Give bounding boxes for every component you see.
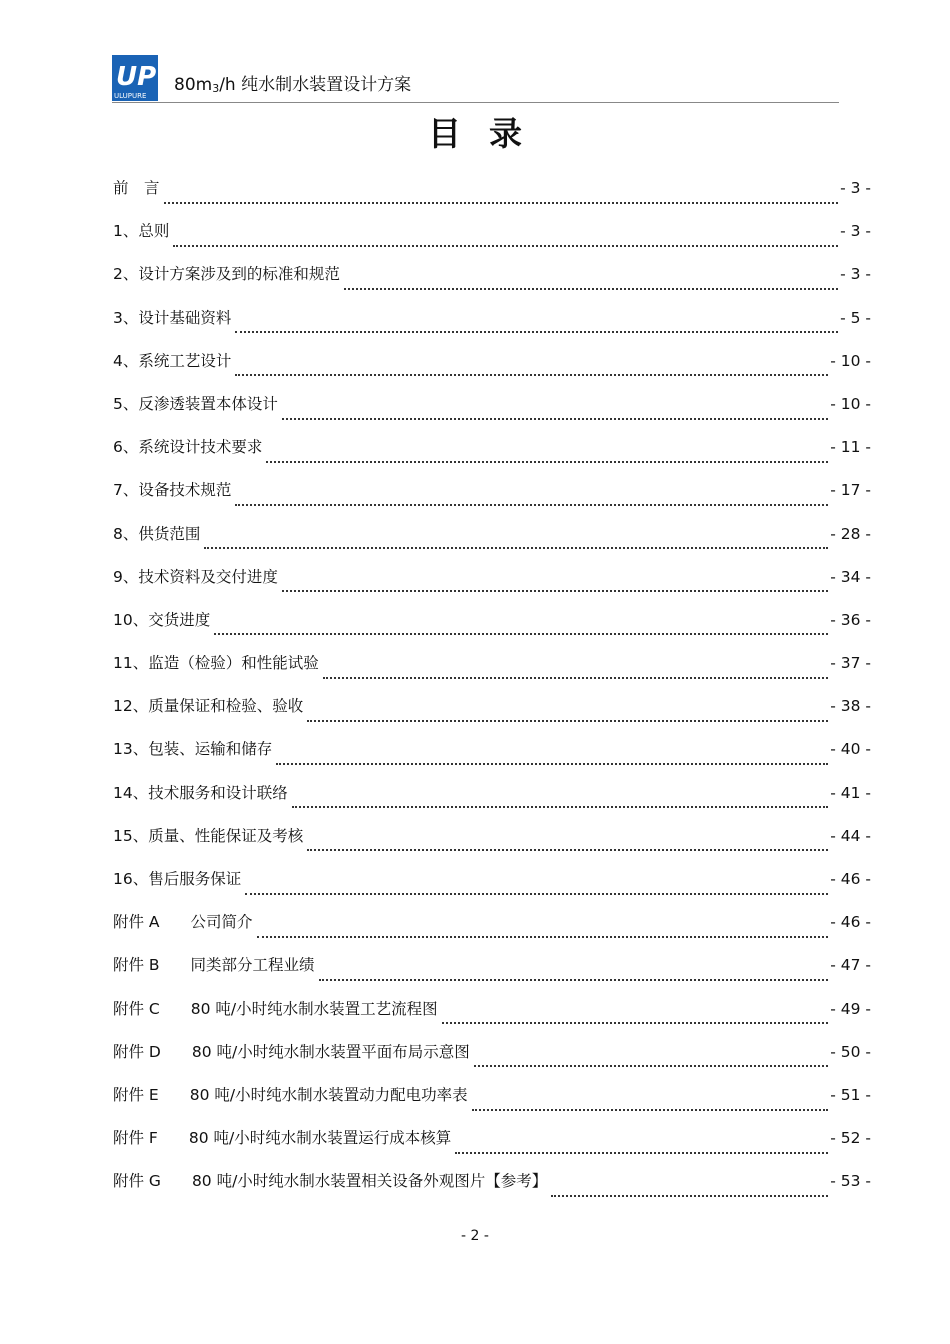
toc-leader-dots xyxy=(266,461,828,463)
table-of-contents xyxy=(113,176,871,1213)
toc-entry[interactable] xyxy=(113,1169,871,1212)
ulupure-logo xyxy=(112,55,158,101)
toc-entry-page: - 3 - xyxy=(840,222,871,241)
toc-entry[interactable] xyxy=(113,306,871,349)
toc-entry-label: 附件 B 同类部分工程业绩 xyxy=(113,956,315,975)
toc-entry-page: - 49 - xyxy=(830,999,871,1018)
toc-leader-dots xyxy=(344,288,838,290)
toc-leader-dots xyxy=(164,202,839,204)
toc-entry-page: - 17 - xyxy=(830,481,871,500)
toc-entry[interactable] xyxy=(113,435,871,478)
page-number: - 2 - xyxy=(461,1228,489,1244)
document-title xyxy=(174,70,411,95)
toc-entry-label: 8、供货范围 xyxy=(113,524,201,543)
toc-entry-page: - 41 - xyxy=(830,783,871,802)
toc-entry[interactable] xyxy=(113,824,871,867)
toc-entry[interactable] xyxy=(113,392,871,435)
toc-entry-label: 前 言 xyxy=(113,179,160,197)
toc-entry[interactable] xyxy=(113,997,871,1040)
toc-entry-page: - 11 - xyxy=(830,438,871,457)
toc-entry[interactable] xyxy=(113,565,871,608)
toc-entry-label: 附件 E 80 吨/小时纯水制水装置动力配电功率表 xyxy=(113,1085,468,1104)
toc-leader-dots xyxy=(319,979,829,981)
toc-entry[interactable] xyxy=(113,478,871,521)
toc-entry[interactable] xyxy=(113,349,871,392)
toc-entry-label: 2、设计方案涉及到的标准和规范 xyxy=(113,265,340,284)
toc-entry-label: 14、技术服务和设计联络 xyxy=(113,783,288,802)
toc-entry-label: 7、设备技术规范 xyxy=(113,481,232,500)
toc-entry[interactable] xyxy=(113,1040,871,1083)
toc-entry-label: 附件 D 80 吨/小时纯水制水装置平面布局示意图 xyxy=(113,1042,470,1061)
toc-entry-page: - 10 - xyxy=(830,351,871,370)
toc-leader-dots xyxy=(276,763,828,765)
toc-leader-dots xyxy=(474,1065,828,1067)
toc-entry-page: - 3 - xyxy=(840,265,871,284)
toc-entry-label: 10、交货进度 xyxy=(113,610,211,629)
toc-leader-dots xyxy=(214,633,828,635)
page-header xyxy=(112,55,839,103)
toc-entry-page: - 34 - xyxy=(830,567,871,586)
toc-entry-label: 11、监造（检验）和性能试验 xyxy=(113,654,319,673)
toc-entry-label: 附件 G 80 吨/小时纯水制水装置相关设备外观图片【参考】 xyxy=(113,1172,548,1191)
toc-leader-dots xyxy=(282,590,828,592)
toc-entry-label: 15、质量、性能保证及考核 xyxy=(113,826,304,845)
toc-entry[interactable] xyxy=(113,867,871,910)
toc-entry[interactable] xyxy=(113,1126,871,1169)
toc-entry-page: - 36 - xyxy=(830,610,871,629)
toc-entry[interactable] xyxy=(113,608,871,651)
toc-leader-dots xyxy=(235,331,838,333)
toc-entry-label: 附件 F 80 吨/小时纯水制水装置运行成本核算 xyxy=(113,1129,452,1148)
toc-entry-page: - 46 - xyxy=(830,913,871,932)
toc-entry-page: - 53 - xyxy=(830,1172,871,1191)
title-suffix: /h 纯水制水装置设计方案 xyxy=(219,75,412,95)
toc-entry-page: - 52 - xyxy=(830,1129,871,1148)
toc-entry[interactable] xyxy=(113,219,871,262)
toc-leader-dots xyxy=(235,374,828,376)
toc-entry[interactable] xyxy=(113,522,871,565)
toc-leader-dots xyxy=(307,720,828,722)
toc-entry-page: - 37 - xyxy=(830,654,871,673)
toc-leader-dots xyxy=(292,806,829,808)
toc-entry-label: 3、设计基础资料 xyxy=(113,308,232,327)
toc-leader-dots xyxy=(173,245,838,247)
toc-entry-page: - 28 - xyxy=(830,524,871,543)
toc-leader-dots xyxy=(323,677,829,679)
toc-entry[interactable] xyxy=(113,694,871,737)
toc-entry-page: - 51 - xyxy=(830,1085,871,1104)
toc-leader-dots xyxy=(245,893,828,895)
toc-leader-dots xyxy=(455,1152,828,1154)
logo-subtext: ULUPURE xyxy=(114,92,147,100)
toc-entry-label: 附件 A 公司简介 xyxy=(113,913,253,932)
toc-entry[interactable] xyxy=(113,781,871,824)
toc-entry-page: - 38 - xyxy=(830,697,871,716)
logo-text: UP xyxy=(116,62,157,92)
toc-entry-label: 4、系统工艺设计 xyxy=(113,351,232,370)
toc-entry-page: - 47 - xyxy=(830,956,871,975)
toc-entry-page: - 40 - xyxy=(830,740,871,759)
toc-entry[interactable] xyxy=(113,651,871,694)
toc-entry-label: 附件 C 80 吨/小时纯水制水装置工艺流程图 xyxy=(113,999,438,1018)
toc-leader-dots xyxy=(257,936,829,938)
toc-entry-label: 13、包装、运输和储存 xyxy=(113,740,273,759)
toc-leader-dots xyxy=(307,849,828,851)
toc-entry[interactable] xyxy=(113,176,871,219)
toc-entry-label: 9、技术资料及交付进度 xyxy=(113,567,278,586)
toc-entry-page: - 50 - xyxy=(830,1042,871,1061)
toc-entry-label: 12、质量保证和检验、验收 xyxy=(113,697,304,716)
toc-entry-label: 1、总则 xyxy=(113,222,170,241)
toc-entry-label: 6、系统设计技术要求 xyxy=(113,438,263,457)
toc-entry[interactable] xyxy=(113,953,871,996)
toc-leader-dots xyxy=(472,1109,829,1111)
toc-leader-dots xyxy=(235,504,828,506)
toc-entry-label: 5、反渗透装置本体设计 xyxy=(113,394,278,413)
toc-heading: 目录 xyxy=(428,114,550,153)
toc-entry[interactable] xyxy=(113,737,871,780)
toc-entry[interactable] xyxy=(113,910,871,953)
toc-entry-page: - 5 - xyxy=(840,308,871,327)
header-divider xyxy=(112,102,839,103)
toc-leader-dots xyxy=(551,1195,828,1197)
title-subscript: 3 xyxy=(212,82,220,95)
title-prefix: 80m xyxy=(174,75,213,95)
toc-entry[interactable] xyxy=(113,262,871,305)
toc-entry[interactable] xyxy=(113,1083,871,1126)
toc-leader-dots xyxy=(442,1022,829,1024)
toc-leader-dots xyxy=(204,547,828,549)
toc-leader-dots xyxy=(282,418,828,420)
toc-entry-page: - 3 - xyxy=(840,179,871,197)
toc-entry-page: - 46 - xyxy=(830,870,871,888)
toc-entry-label: 16、售后服务保证 xyxy=(113,870,242,888)
toc-entry-page: - 44 - xyxy=(830,826,871,845)
toc-entry-page: - 10 - xyxy=(830,394,871,413)
